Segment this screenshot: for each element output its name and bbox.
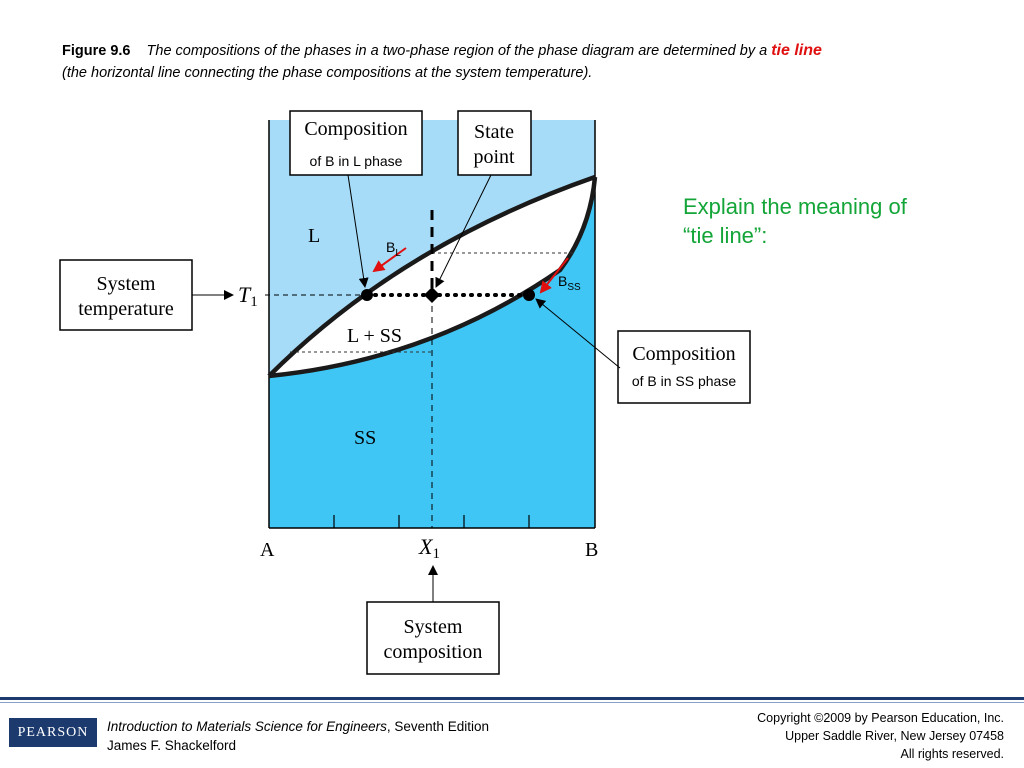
x1-sub: 1 [432,546,440,562]
caption-text-continued: (the horizontal line connecting the phase compositions at the system temperature). [62,65,593,81]
copyright-line1: Copyright ©2009 by Pearson Education, Inc. [757,711,1004,725]
axis-label-B: B [585,539,599,561]
t1-sub: 1 [250,294,258,310]
system-composition-box [367,602,499,674]
system-composition-line2: composition [383,641,483,663]
composition-L-title: Composition [304,118,408,140]
footer-rule-thin [0,702,1024,703]
copyright [757,709,1004,763]
system-temperature-line1: System [96,273,156,295]
label-BSS-sub: SS [567,282,581,293]
region-label-SS: SS [354,427,377,449]
system-composition-line1: System [403,616,463,638]
axis-label-T1 [238,282,258,310]
region-label-two-phase: L + SS [347,325,402,347]
composition-SS-subtitle: of B in SS phase [631,373,737,389]
book-edition: , Seventh Edition [386,719,489,734]
label-BSS-main: B [558,273,568,289]
figure-label: Figure 9.6 [62,43,131,59]
book-author: James F. Shackelford [107,738,237,753]
pearson-logo: PEARSON [9,718,97,747]
composition-SS-title: Composition [632,343,736,365]
copyright-line3: All rights reserved. [900,747,1004,761]
solid-composition-point [523,289,535,301]
book-title: Introduction to Materials Science for Engineers [107,719,387,734]
caption-text: The compositions of the phases in a two-phase region of the phase diagram are determined by a [146,43,768,59]
state-point-line2: point [473,146,515,168]
axis-label-X1 [418,534,440,562]
composition-SS-box [618,331,750,403]
book-info [107,717,489,755]
system-temperature-line2: temperature [78,298,174,320]
region-label-L: L [308,225,321,247]
t1-main: T [238,282,251,307]
footer-rule [0,697,1024,700]
label-BL-main: B [386,239,396,255]
state-point-line1: State [474,121,514,143]
book-title-line [107,717,489,736]
axis-label-A: A [260,539,275,561]
caption-highlight: tie line [771,42,822,59]
label-BL-sub: L [395,248,401,259]
explain-prompt [683,192,983,250]
x1-main: X [419,534,433,559]
explain-line1: Explain the meaning of [683,194,907,219]
liquid-composition-point [361,289,373,301]
explain-line2: “tie line”: [683,223,768,248]
copyright-line2: Upper Saddle River, New Jersey 07458 [785,729,1004,743]
composition-L-subtitle: of B in L phase [309,153,403,169]
